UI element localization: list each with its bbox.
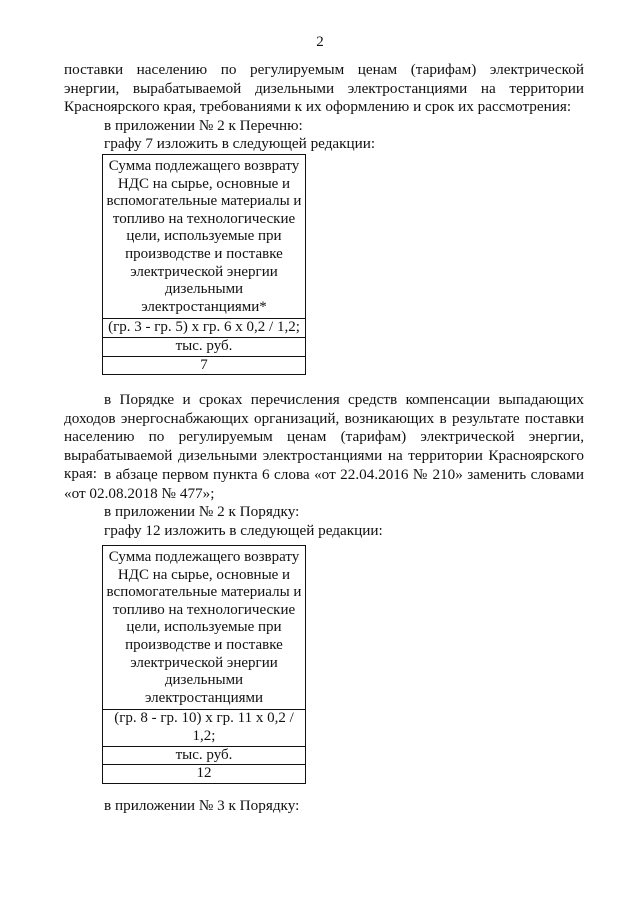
- paragraph-order: в Порядке и сроках перечисления средств компенсации выпадающих доходов энергоснабжающих организаций, возникающих в результате поставки населению по регулируемым ценам (тарифам) электрической энергии, вырабатываемой дизельными электростанциями на территории Красноярского края:: [64, 391, 584, 483]
- table-header-cell: Сумма подлежащего возврату НДС на сырье, основные и вспомогательные материалы и топливо на технологические цели, используемые при производстве и поставке электрической энергии дизельными электростанциями: [103, 546, 306, 710]
- line-annex-2-order: в приложении № 2 к Порядку:: [104, 503, 300, 520]
- table-formula-cell: (гр. 8 - гр. 10) х гр. 11 х 0,2 / 1,2;: [103, 710, 306, 746]
- line-column-7: графу 7 изложить в следующей редакции:: [104, 135, 376, 152]
- table-unit-cell: тыс. руб.: [103, 746, 306, 765]
- table-column-12: [102, 545, 306, 784]
- table-unit-cell: тыс. руб.: [103, 337, 306, 356]
- table-column-7: [102, 154, 306, 375]
- paragraph-amendment: в абзаце первом пункта 6 слова «от 22.04.2016 № 210» заменить словами «от 02.08.2018 № 477»;: [64, 466, 584, 502]
- line-column-12: графу 12 изложить в следующей редакции:: [104, 522, 383, 539]
- table-number-cell: 7: [103, 356, 306, 375]
- page-number: 2: [316, 34, 324, 50]
- line-annex-3-order: в приложении № 3 к Порядку:: [104, 797, 300, 814]
- table-header-cell: Сумма подлежащего возврату НДС на сырье, основные и вспомогательные материалы и топливо на технологические цели, используемые при производстве и поставке электрической энергии дизельными электростанциями*: [103, 155, 306, 319]
- table-formula-cell: (гр. 3 - гр. 5) х гр. 6 х 0,2 / 1,2;: [103, 319, 306, 338]
- line-annex-2-list: в приложении № 2 к Перечню:: [104, 117, 303, 134]
- table-number-cell: 12: [103, 765, 306, 784]
- paragraph-intro: поставки населению по регулируемым ценам (тарифам) электрической энергии, вырабатываемой дизельными электростанциями на территории Красноярского края, требованиями к их оформлению и срок их рассмотрения:: [64, 61, 584, 116]
